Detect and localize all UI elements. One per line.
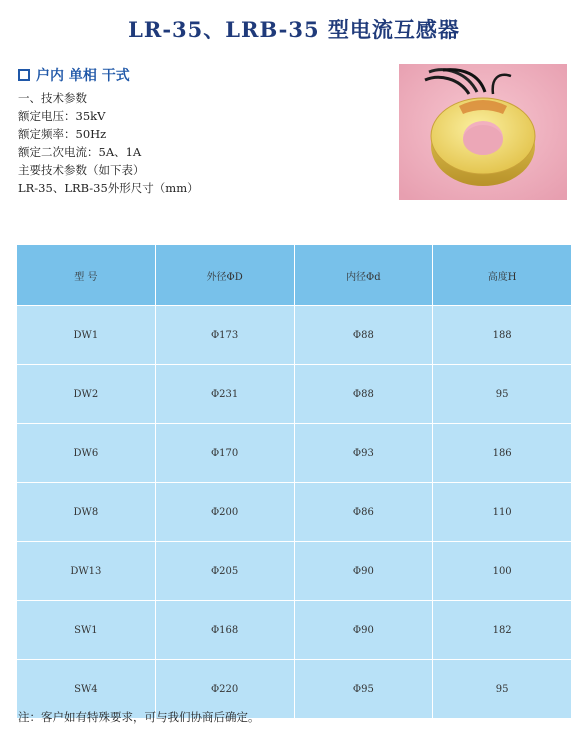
cell-inner-diameter: Φ95	[294, 660, 433, 719]
header-model: 型 号	[17, 245, 156, 306]
technical-parameters	[18, 89, 199, 197]
cell-model: SW1	[17, 601, 156, 660]
header-outer-diameter: 外径ΦD	[155, 245, 294, 306]
cell-inner-diameter: Φ90	[294, 601, 433, 660]
cell-height: 188	[433, 306, 572, 365]
dimensions-table	[16, 244, 572, 719]
cell-outer-diameter: Φ168	[155, 601, 294, 660]
square-bullet-icon	[18, 69, 30, 81]
table-row	[17, 542, 572, 601]
param-line: 一、技术参数	[18, 91, 87, 105]
cell-height: 100	[433, 542, 572, 601]
header-inner-diameter: 内径Φd	[294, 245, 433, 306]
cell-outer-diameter: Φ231	[155, 365, 294, 424]
cell-inner-diameter: Φ93	[294, 424, 433, 483]
transformer-photo	[399, 64, 567, 200]
table-row	[17, 601, 572, 660]
table-row	[17, 365, 572, 424]
page-title: LR-35、LRB-35 型电流互感器	[128, 17, 460, 42]
cell-model: DW2	[17, 365, 156, 424]
cell-outer-diameter: Φ220	[155, 660, 294, 719]
cell-inner-diameter: Φ90	[294, 542, 433, 601]
cell-outer-diameter: Φ173	[155, 306, 294, 365]
cell-inner-diameter: Φ86	[294, 483, 433, 542]
cell-outer-diameter: Φ205	[155, 542, 294, 601]
cell-outer-diameter: Φ170	[155, 424, 294, 483]
cell-model: SW4	[17, 660, 156, 719]
cell-model: DW8	[17, 483, 156, 542]
footnote: 注：客户如有特殊要求，可与我们协商后确定。	[18, 710, 260, 724]
cell-height: 182	[433, 601, 572, 660]
section-heading	[18, 65, 130, 85]
table-header-row	[17, 245, 572, 306]
param-line: 额定电压：35kV	[18, 109, 106, 123]
param-line: 主要技术参数（如下表）	[18, 163, 145, 177]
table-row	[17, 483, 572, 542]
cell-height: 95	[433, 660, 572, 719]
cell-model: DW1	[17, 306, 156, 365]
transformer-image	[399, 64, 567, 200]
table-row	[17, 306, 572, 365]
param-line: 额定频率：50Hz	[18, 127, 107, 141]
cell-inner-diameter: Φ88	[294, 306, 433, 365]
cell-outer-diameter: Φ200	[155, 483, 294, 542]
header-height: 高度H	[433, 245, 572, 306]
table-row	[17, 424, 572, 483]
param-line: 额定二次电流：5A、1A	[18, 145, 142, 159]
cell-inner-diameter: Φ88	[294, 365, 433, 424]
cell-height: 110	[433, 483, 572, 542]
cell-model: DW6	[17, 424, 156, 483]
cell-height: 95	[433, 365, 572, 424]
cell-model: DW13	[17, 542, 156, 601]
cell-height: 186	[433, 424, 572, 483]
param-line: LR-35、LRB-35外形尺寸（mm）	[18, 181, 199, 195]
section-label: 户内 单相 干式	[36, 68, 130, 84]
